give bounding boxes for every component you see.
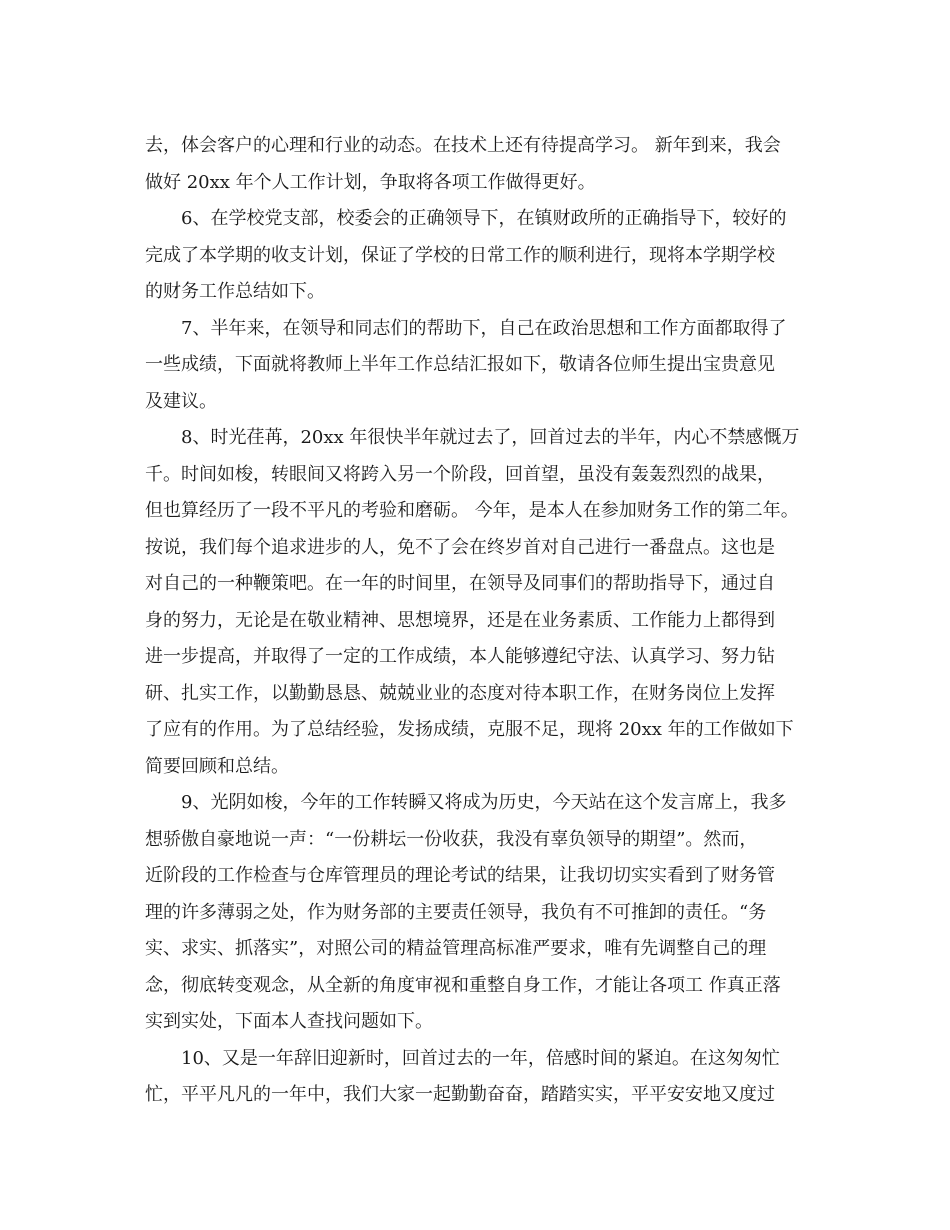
paragraph-10-first-line: 10、又是一年辞旧迎新时，回首过去的一年，倍感时间的紧迫。在这匆匆忙 bbox=[181, 1047, 780, 1069]
paragraph-6-first-line: 6、在学校党支部，校委会的正确领导下，在镇财政所的正确指导下，较好的 bbox=[181, 208, 787, 229]
text-line: 身的努力，无论是在敬业精神、思想境界，还是在业务素质、工作能力上都得到 bbox=[145, 609, 775, 631]
document-body bbox=[145, 128, 815, 1114]
text-line: 实、求实、抓落实”，对照公司的精益管理高标准严要求，唯有先调整自己的理 bbox=[145, 938, 767, 959]
text-line: 但也算经历了一段不平凡的考验和磨砺。 今年，是本人在参加财务工作的第二年。 bbox=[145, 500, 799, 521]
text-line: 及建议。 bbox=[145, 390, 217, 412]
text-line: 简要回顾和总结。 bbox=[145, 755, 289, 777]
text-line: 了应有的作用。为了总结经验，发扬成绩，克服不足，现将 20xx 年的工作做如下 bbox=[145, 719, 794, 740]
paragraph-9-first-line: 9、光阴如梭，今年的工作转瞬又将成为历史，今天站在这个发言席上，我多 bbox=[181, 792, 787, 813]
text-line: 做好 20xx 年个人工作计划，争取将各项工作做得更好。 bbox=[145, 171, 596, 193]
text-line: 完成了本学期的收支计划，保证了学校的日常工作的顺利进行，现将本学期学校 bbox=[145, 244, 775, 266]
text-line: 一些成绩，下面就将教师上半年工作总结汇报如下，敬请各位师生提出宝贵意见 bbox=[145, 354, 775, 375]
paragraph-7-first-line: 7、半年来，在领导和同志们的帮助下，自己在政治思想和工作方面都取得了 bbox=[181, 317, 787, 339]
text-line: 的财务工作总结如下。 bbox=[145, 281, 325, 302]
text-line: 对自己的一种鞭策吧。在一年的时间里，在领导及同事们的帮助指导下，通过自 bbox=[145, 573, 775, 594]
text-line: 忙，平平凡凡的一年中，我们大家一起勤勤奋奋，踏踏实实，平平安安地又度过 bbox=[145, 1084, 775, 1105]
text-line: 去，体会客户的心理和行业的动态。在技术上还有待提高学习。 新年到来，我会 bbox=[145, 135, 781, 156]
text-line: 进一步提高，并取得了一定的工作成绩，本人能够遵纪守法、认真学习、努力钻 bbox=[145, 646, 775, 667]
text-line: 按说，我们每个追求进步的人，免不了会在终岁首对自己进行一番盘点。这也是 bbox=[145, 536, 775, 558]
text-line: 千。时间如梭，转眼间又将跨入另一个阶段，回首望，虽没有轰轰烈烈的战果， bbox=[145, 463, 775, 485]
text-line: 理的许多薄弱之处，作为财务部的主要责任领导，我负有不可推卸的责任。“务 bbox=[145, 901, 767, 923]
text-line: 研、扎实工作，以勤勤恳恳、兢兢业业的态度对待本职工作，在财务岗位上发挥 bbox=[145, 682, 775, 704]
text-line: 实到实处，下面本人查找问题如下。 bbox=[145, 1011, 433, 1032]
text-line: 近阶段的工作检查与仓库管理员的理论考试的结果，让我切切实实看到了财务管 bbox=[145, 865, 775, 886]
text-line: 想骄傲自豪地说一声：“一份耕坛一份收获，我没有辜负领导的期望”。然而， bbox=[145, 828, 758, 850]
text-line: 念，彻底转变观念，从全新的角度审视和重整自身工作，才能让各项工 作真正落 bbox=[145, 974, 781, 996]
paragraph-8-first-line: 8、时光荏苒，20xx 年很快半年就过去了，回首过去的半年，内心不禁感慨万 bbox=[181, 427, 800, 448]
